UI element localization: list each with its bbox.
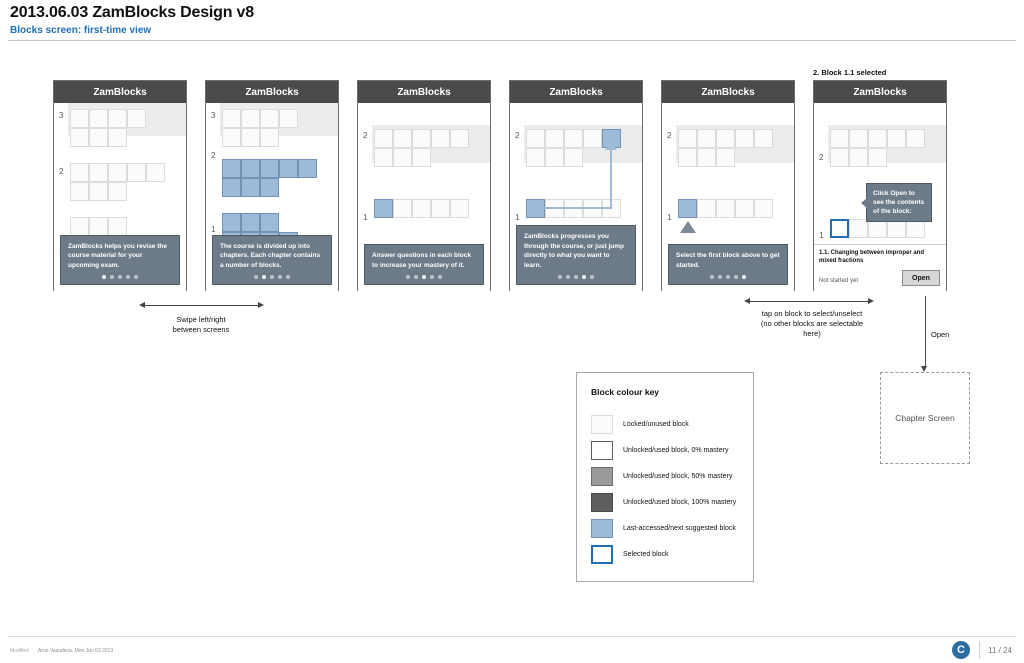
screen-body-4[interactable] — [510, 103, 642, 291]
caption-text-2: The course is divided up into chapters. Each chapter contains a number of blocks. — [220, 242, 321, 269]
block[interactable] — [868, 148, 887, 167]
legend-swatch-mastery-50 — [591, 467, 613, 486]
legend-label: Selected block — [623, 551, 669, 558]
block[interactable] — [260, 109, 279, 128]
progress-arrow-vertical — [610, 148, 612, 208]
pager-dot[interactable] — [286, 275, 290, 279]
caption-text-1: ZamBlocks helps you revise the course material for your upcoming exam. — [68, 242, 167, 269]
block[interactable] — [545, 148, 564, 167]
block[interactable] — [450, 129, 469, 148]
pager-dot[interactable] — [270, 275, 274, 279]
block[interactable] — [89, 128, 108, 147]
pager-dot[interactable] — [430, 275, 434, 279]
block[interactable] — [564, 148, 583, 167]
footer-author: Arun Vasudeva, Mon Jun 03 2013 — [38, 648, 114, 654]
block[interactable] — [89, 163, 108, 182]
block[interactable] — [697, 148, 716, 167]
app-title-bar-5: ZamBlocks — [662, 81, 794, 103]
pager-dot[interactable] — [718, 275, 722, 279]
block-next[interactable] — [298, 159, 317, 178]
block-detail-footer — [814, 244, 946, 291]
block[interactable] — [754, 129, 773, 148]
block[interactable] — [393, 199, 412, 218]
block[interactable] — [127, 163, 146, 182]
progress-arrow-horizontal — [535, 207, 612, 209]
block[interactable] — [735, 199, 754, 218]
block[interactable] — [146, 163, 165, 182]
screen-body-2[interactable] — [206, 103, 338, 291]
block[interactable] — [412, 199, 431, 218]
pager-dot[interactable] — [118, 275, 122, 279]
block[interactable] — [108, 217, 127, 236]
block-selected[interactable] — [830, 219, 849, 238]
tap-annotation-line3: here) — [803, 329, 821, 339]
block[interactable] — [241, 109, 260, 128]
tooltip-text: Click Open to see the contents of the block: — [873, 190, 925, 216]
row-label-2: 2 — [211, 151, 216, 160]
screen-body-5[interactable] — [662, 103, 794, 291]
legend-item-mastery-50 — [591, 467, 732, 486]
screen-body-6[interactable] — [814, 103, 946, 291]
row-label-2: 2 — [59, 167, 64, 176]
block-next[interactable] — [241, 178, 260, 197]
block-next[interactable] — [374, 199, 393, 218]
legend-panel — [576, 372, 754, 582]
legend-label: Unlocked/used block, 100% mastery — [623, 499, 737, 506]
pager-dots-2 — [213, 275, 331, 279]
block[interactable] — [70, 182, 89, 201]
tap-annotation — [738, 309, 886, 339]
block[interactable] — [260, 128, 279, 147]
block[interactable] — [678, 129, 697, 148]
row-label-2: 2 — [667, 131, 672, 140]
block[interactable] — [241, 128, 260, 147]
phone-screen-3[interactable] — [357, 80, 491, 291]
phone-screen-5[interactable] — [661, 80, 795, 291]
row-label-3: 3 — [59, 111, 64, 120]
swipe-arrow-head-left — [139, 302, 145, 308]
tooltip-open-hint — [866, 183, 932, 222]
pager-dots-5 — [669, 275, 787, 279]
block[interactable] — [279, 109, 298, 128]
pager-dot[interactable] — [742, 275, 746, 279]
pointer-triangle-icon — [680, 221, 696, 233]
block[interactable] — [108, 163, 127, 182]
brand-logo-icon: C — [952, 641, 970, 659]
pager-dot[interactable] — [574, 275, 578, 279]
caption-card-2 — [212, 235, 332, 285]
block[interactable] — [735, 129, 754, 148]
row-label-2: 2 — [819, 153, 824, 162]
block[interactable] — [830, 148, 849, 167]
legend-item-selected — [591, 545, 669, 564]
pager-dots-1 — [61, 275, 179, 279]
row-label-3: 3 — [211, 111, 216, 120]
pager-dot[interactable] — [590, 275, 594, 279]
footer-divider — [8, 636, 1016, 637]
block[interactable] — [716, 129, 735, 148]
block[interactable] — [89, 182, 108, 201]
pager-dot[interactable] — [566, 275, 570, 279]
tap-arrow-head-right — [868, 298, 874, 304]
block[interactable] — [431, 129, 450, 148]
footer-separator — [979, 641, 980, 659]
block-next[interactable] — [222, 213, 241, 232]
screen-body-3[interactable] — [358, 103, 490, 291]
app-title-bar-1: ZamBlocks — [54, 81, 186, 103]
swipe-arrow-line — [145, 305, 258, 306]
tap-annotation-line1: tap on block to select/unselect — [761, 309, 863, 318]
caption-card-3 — [364, 244, 484, 285]
block[interactable] — [716, 199, 735, 218]
progress-arrow-head — [605, 141, 617, 150]
block[interactable] — [868, 129, 887, 148]
pager-dot[interactable] — [262, 275, 266, 279]
pager-dot[interactable] — [422, 275, 426, 279]
block[interactable] — [526, 148, 545, 167]
block[interactable] — [127, 109, 146, 128]
legend-label: Unlocked/used block, 0% mastery — [623, 447, 729, 454]
block[interactable] — [678, 148, 697, 167]
block[interactable] — [70, 109, 89, 128]
block-next[interactable] — [241, 213, 260, 232]
block[interactable] — [393, 148, 412, 167]
block[interactable] — [89, 217, 108, 236]
block[interactable] — [70, 217, 89, 236]
legend-swatch-selected — [591, 545, 613, 564]
block-detail-status: Not started yet — [819, 278, 859, 284]
block[interactable] — [108, 128, 127, 147]
block[interactable] — [108, 182, 127, 201]
block-next[interactable] — [222, 159, 241, 178]
tap-annotation-line2: (no other blocks are selectable — [760, 319, 864, 329]
block[interactable] — [849, 148, 868, 167]
block-next[interactable] — [279, 159, 298, 178]
header-divider — [8, 40, 1016, 41]
legend-swatch-locked — [591, 415, 613, 434]
block[interactable] — [697, 129, 716, 148]
pager-dot[interactable] — [254, 275, 258, 279]
legend-swatch-mastery-0 — [591, 441, 613, 460]
caption-text-5: Select the first block above to get started. — [676, 252, 780, 269]
swipe-annotation — [141, 315, 261, 335]
pager-dots-3 — [365, 275, 483, 279]
row-label-1: 1 — [667, 213, 672, 222]
chapter-screen-label: Chapter Screen — [895, 413, 955, 423]
legend-item-mastery-100 — [591, 493, 736, 512]
phone-screen-4[interactable] — [509, 80, 643, 291]
pager-dot[interactable] — [126, 275, 130, 279]
phone-screen-1[interactable] — [53, 80, 187, 291]
swipe-annotation-line1: Swipe left/right — [176, 315, 226, 324]
open-flow-line — [925, 296, 926, 368]
block[interactable] — [564, 129, 583, 148]
row-label-1: 1 — [211, 225, 216, 234]
block[interactable] — [222, 109, 241, 128]
pager-dot[interactable] — [710, 275, 714, 279]
phone-screen-6[interactable] — [813, 80, 947, 291]
block[interactable] — [374, 129, 393, 148]
pager-dot[interactable] — [438, 275, 442, 279]
app-title-bar-3: ZamBlocks — [358, 81, 490, 103]
app-title-bar-2: ZamBlocks — [206, 81, 338, 103]
block[interactable] — [906, 129, 925, 148]
block[interactable] — [70, 128, 89, 147]
open-button[interactable]: Open — [902, 270, 940, 286]
swipe-annotation-line2: between screens — [172, 325, 230, 335]
pager-dots-4 — [517, 275, 635, 279]
swipe-arrow-head-right — [258, 302, 264, 308]
screen-body-1[interactable] — [54, 103, 186, 291]
row-label-2: 2 — [363, 131, 368, 140]
pager-dot[interactable] — [406, 275, 410, 279]
pager-dot[interactable] — [582, 275, 586, 279]
block-next[interactable] — [241, 159, 260, 178]
block[interactable] — [412, 129, 431, 148]
row-label-1: 1 — [515, 213, 520, 222]
block-next[interactable] — [260, 159, 279, 178]
block-detail-title: 1.1. Changing between improper and mixed fractions — [819, 250, 925, 265]
legend-label: Locked/unused block — [623, 421, 689, 428]
block[interactable] — [545, 129, 564, 148]
legend-item-next — [591, 519, 736, 538]
tap-arrow-line — [750, 301, 868, 302]
caption-text-4: ZamBlocks progresses you through the course, or just jump directly to what you want to learn. — [524, 233, 625, 269]
pager-dot[interactable] — [726, 275, 730, 279]
pager-dot[interactable] — [414, 275, 418, 279]
block-next[interactable] — [260, 213, 279, 232]
block-next[interactable] — [260, 178, 279, 197]
step-label-2: 2. Block 1.1 selected — [813, 68, 887, 77]
pager-dot[interactable] — [134, 275, 138, 279]
row-label-1: 1 — [363, 213, 368, 222]
block[interactable] — [393, 129, 412, 148]
block-next[interactable] — [222, 178, 241, 197]
page-subtitle: Blocks screen: first-time view — [10, 25, 152, 36]
block[interactable] — [697, 199, 716, 218]
block[interactable] — [887, 129, 906, 148]
pager-dot[interactable] — [102, 275, 106, 279]
page-title: 2013.06.03 ZamBlocks Design v8 — [10, 4, 254, 21]
block[interactable] — [830, 129, 849, 148]
row-label-1: 1 — [819, 231, 824, 240]
footer-modified-label: Modified — [10, 648, 29, 654]
legend-item-locked — [591, 415, 689, 434]
block[interactable] — [70, 163, 89, 182]
block[interactable] — [89, 109, 108, 128]
page-number: 11 / 24 — [988, 646, 1012, 655]
block[interactable] — [374, 148, 393, 167]
block[interactable] — [450, 199, 469, 218]
legend-item-mastery-0 — [591, 441, 728, 460]
pager-dot[interactable] — [558, 275, 562, 279]
block[interactable] — [431, 199, 450, 218]
block[interactable] — [849, 129, 868, 148]
block[interactable] — [222, 128, 241, 147]
caption-card-5 — [668, 244, 788, 285]
app-title-bar-6: ZamBlocks — [814, 81, 946, 103]
block[interactable] — [754, 199, 773, 218]
pager-dot[interactable] — [110, 275, 114, 279]
legend-swatch-next — [591, 519, 613, 538]
row-label-2: 2 — [515, 131, 520, 140]
pager-dot[interactable] — [278, 275, 282, 279]
chapter-screen-placeholder[interactable] — [880, 372, 970, 464]
open-flow-label: Open — [931, 330, 950, 339]
block-next[interactable] — [678, 199, 697, 218]
phone-screen-2[interactable] — [205, 80, 339, 291]
block[interactable] — [412, 148, 431, 167]
legend-label: Unlocked/used block, 50% mastery — [623, 473, 733, 480]
block[interactable] — [108, 109, 127, 128]
pager-dot[interactable] — [734, 275, 738, 279]
legend-swatch-mastery-100 — [591, 493, 613, 512]
app-title-bar-4: ZamBlocks — [510, 81, 642, 103]
legend-title: Block colour key — [591, 387, 660, 397]
legend-label: Last-accessed/next suggested block — [623, 525, 736, 532]
block[interactable] — [716, 148, 735, 167]
caption-card-1 — [60, 235, 180, 285]
tap-arrow-head-left — [744, 298, 750, 304]
caption-card-4 — [516, 225, 636, 285]
block[interactable] — [583, 129, 602, 148]
block[interactable] — [526, 129, 545, 148]
caption-text-3: Answer questions in each block to increase your mastery of it. — [372, 252, 471, 269]
